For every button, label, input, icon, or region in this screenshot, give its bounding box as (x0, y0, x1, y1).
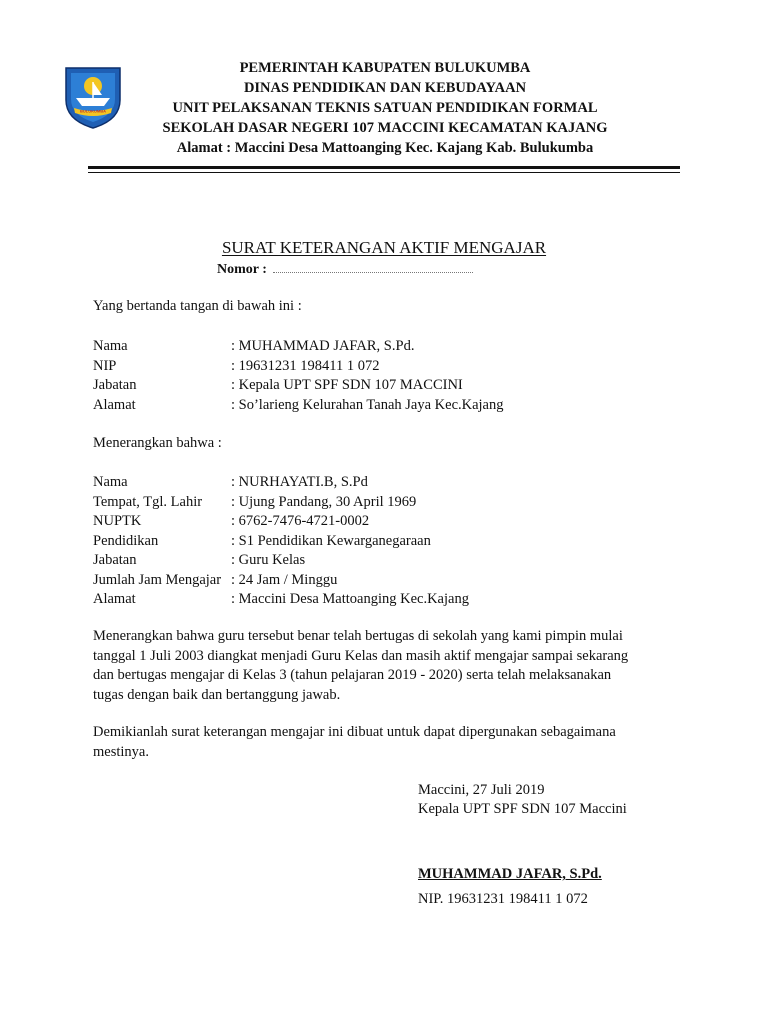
statement-paragraph (93, 627, 628, 705)
field-value: : 24 Jam / Minggu (231, 571, 338, 588)
field-value: : NURHAYATI.B, S.Pd (231, 474, 368, 490)
paragraph-line: tanggal 1 Juli 2003 diangkat menjadi Guru Kelas dan masih aktif mengajar sampai sekarang (93, 647, 629, 664)
subject-row-name (93, 473, 469, 493)
field-value: : MUHAMMAD JAFAR, S.Pd. (231, 338, 415, 354)
regency-emblem-logo (62, 64, 124, 130)
letterhead-line-unit: UNIT PELAKSANAN TEKNIS SATUAN PENDIDIKAN FORMAL (172, 100, 598, 116)
signer-row-address (93, 396, 504, 416)
subject-row-address (93, 590, 469, 610)
letterhead-line-school: SEKOLAH DASAR NEGERI 107 MACCINI KECAMATAN KAJANG (162, 120, 608, 136)
letterhead-line-government: PEMERINTAH KABUPATEN BULUKUMBA (239, 60, 531, 76)
paragraph-line: mestinya. (93, 743, 149, 760)
intro-text: Yang bertanda tangan di bawah ini : (93, 298, 302, 314)
subject-row-nuptk (93, 512, 469, 532)
field-label: Alamat (93, 396, 136, 413)
subject-row-position (93, 551, 469, 571)
field-label: NUPTK (93, 513, 142, 529)
field-label: Jabatan (93, 552, 137, 568)
field-value: : Kepala UPT SPF SDN 107 MACCINI (231, 377, 463, 393)
signature-nip: NIP. 19631231 198411 1 072 (418, 891, 588, 907)
letterhead-divider-thick (88, 166, 680, 169)
logo-text: BULUKUMBA (80, 108, 106, 114)
field-label: Alamat (93, 591, 136, 607)
letterhead (130, 58, 640, 158)
signer-fields (93, 337, 504, 415)
signature-place-date: Maccini, 27 Juli 2019 (418, 782, 545, 798)
field-value: : 19631231 198411 1 072 (231, 357, 380, 374)
field-label: Tempat, Tgl. Lahir (93, 493, 203, 510)
document-number-label: Nomor : (217, 262, 267, 277)
document-title (0, 238, 768, 258)
signature-name: MUHAMMAD JAFAR, S.Pd. (418, 866, 602, 882)
letterhead-line-address: Alamat : Maccini Desa Mattoanging Kec. Kajang Kab. Bulukumba (176, 140, 594, 156)
document-number-blank (273, 262, 473, 273)
subject-row-education (93, 532, 469, 552)
subject-row-hours (93, 571, 469, 591)
letterhead-divider-thin (88, 172, 680, 173)
field-value: : Ujung Pandang, 30 April 1969 (231, 493, 417, 510)
signer-row-position (93, 376, 504, 396)
field-value: : 6762-7476-4721-0002 (231, 513, 370, 529)
field-label: Jumlah Jam Mengajar (93, 571, 222, 588)
signer-row-nip (93, 357, 504, 377)
signer-row-name (93, 337, 504, 357)
paragraph-line: Demikianlah surat keterangan mengajar ini dibuat untuk dapat dipergunakan sebagaimana (93, 724, 616, 740)
subject-fields (93, 473, 469, 610)
paragraph-line: tugas dengan baik dan bertanggung jawab. (93, 686, 341, 703)
field-label: NIP (93, 357, 117, 374)
field-label: Nama (93, 474, 128, 490)
document-number (217, 262, 473, 278)
field-label: Jabatan (93, 377, 137, 393)
field-label: Nama (93, 338, 128, 354)
signature-position: Kepala UPT SPF SDN 107 Maccini (418, 801, 627, 817)
menerangkan-text: Menerangkan bahwa : (93, 435, 222, 451)
closing-paragraph (93, 723, 616, 762)
field-label: Pendidikan (93, 532, 159, 549)
field-value: : S1 Pendidikan Kewarganegaraan (231, 532, 431, 549)
paragraph-line: dan bertugas mengajar di Kelas 3 (tahun pelajaran 2019 - 2020) serta telah melaksanakan (93, 667, 612, 683)
letterhead-line-department: DINAS PENDIDIKAN DAN KEBUDAYAAN (243, 80, 527, 96)
document-title-text: SURAT KETERANGAN AKTIF MENGAJAR (221, 238, 547, 257)
paragraph-line: Menerangkan bahwa guru tersebut benar telah bertugas di sekolah yang kami pimpin mulai (93, 628, 623, 644)
field-value: : So’larieng Kelurahan Tanah Jaya Kec.Kajang (231, 396, 504, 413)
field-value: : Guru Kelas (231, 552, 306, 568)
subject-row-birth (93, 493, 469, 513)
field-value: : Maccini Desa Mattoanging Kec.Kajang (231, 591, 469, 607)
